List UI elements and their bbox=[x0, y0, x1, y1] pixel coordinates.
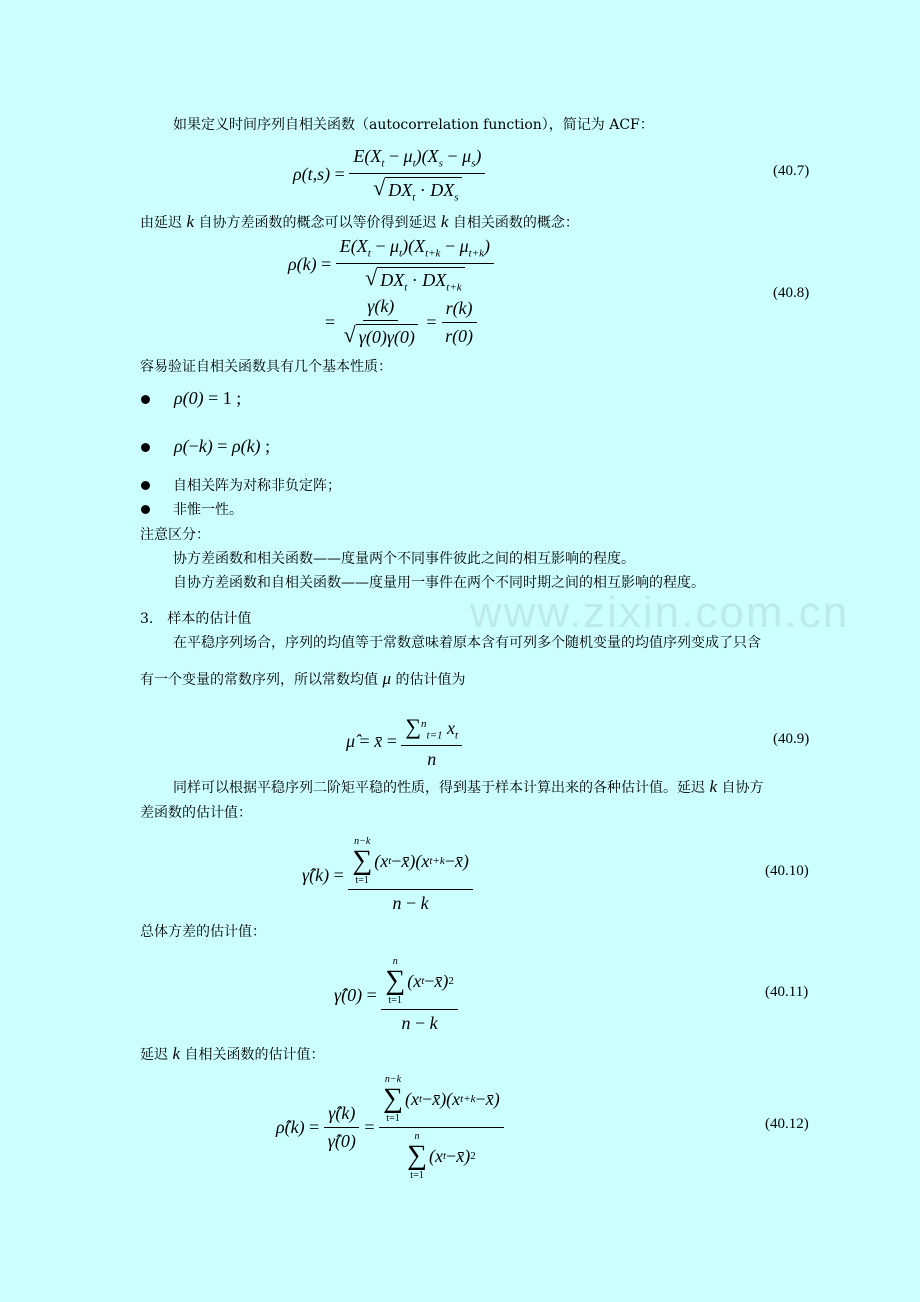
equation-number: (40.8) bbox=[773, 285, 810, 301]
equation-number: (40.11) bbox=[765, 984, 809, 1000]
lag-k-autocorrelation-text: 由延迟 k 自协方差函数的概念可以等价得到延迟 k 自相关函数的概念： bbox=[140, 212, 579, 231]
note-line-2: 自协方差函数和自相关函数——度量用一事件在两个不同时期之间的相互影响的程度。 bbox=[173, 575, 705, 591]
section-heading: 3. 样本的估计值 bbox=[140, 611, 252, 627]
equation-40-8-line1: ρ(k) = $E(X_t - \mu_t)(X_{t+k} - \mu_{t+k})$ √ $DX_t \cdot DX_{t+k}$ bbox=[288, 236, 494, 293]
properties-intro-text: 容易验证自相关函数具有几个基本性质： bbox=[140, 359, 392, 375]
bullet-icon bbox=[141, 481, 150, 490]
property-nonneg-definite: 自相关阵为对称非负定阵； bbox=[173, 478, 341, 494]
acf-definition-text: 如果定义时间序列自相关函数（autocorrelation function），简记为 ACF： bbox=[173, 117, 654, 133]
note-title: 注意区分： bbox=[140, 527, 210, 543]
equation-40-9: μ̂ = x̄ = $\frac{\sum^n_{t=1} x_t}{n}$ bbox=[346, 714, 462, 770]
equation-40-11: γ̂(0) = n ∑ t=1 (x t − x̄) 2 n − k bbox=[334, 956, 458, 1034]
equation-40-7: ρ( t , s ) = $E(X_t - \mu_t)(X_s - \mu_s)$ √ $DX_t \cdot DX_s$ bbox=[293, 146, 485, 203]
stationary-mean-text: 在平稳序列场合，序列的均值等于常数意味着原本含有可列多个随机变量的均值序列变成了只含 bbox=[173, 635, 761, 651]
bullet-icon bbox=[141, 505, 150, 514]
acf-estimate-label: 延迟 k 自相关函数的估计值： bbox=[140, 1044, 325, 1063]
mean-estimate-text: 有一个变量的常数序列，所以常数均值 μ 的估计值为 bbox=[140, 669, 466, 688]
note-line-1: 协方差函数和相关函数——度量两个不同事件彼此之间的相互影响的程度。 bbox=[173, 551, 635, 567]
equation-number: (40.7) bbox=[773, 163, 810, 179]
property-rho-zero: ρ(0) = 1 ; bbox=[174, 388, 242, 408]
equation-40-12: ρ̂(k) = $\frac{\gammâ(k)}{\gammâ(0)}$ = n−k ∑ t=1 (x t − x̄)(x t+k − x̄) n ∑ t=1 (x t − x̄) 2 bbox=[276, 1074, 504, 1181]
equation-40-10: γ̂(k) = n−k ∑ t=1 (x t − x̄)(x t+k − x̄) n − k bbox=[302, 836, 473, 914]
autocov-estimate-label: 差函数的估计值： bbox=[140, 805, 252, 821]
bullet-icon bbox=[141, 395, 150, 404]
equation-number: (40.12) bbox=[765, 1116, 809, 1132]
watermark: www.zixin.com.cn bbox=[470, 588, 850, 637]
bullet-icon bbox=[141, 443, 150, 452]
equation-number: (40.10) bbox=[765, 863, 809, 879]
equation-number: (40.9) bbox=[773, 731, 810, 747]
second-moment-text: 同样可以根据平稳序列二阶矩平稳的性质，得到基于样本计算出来的各种估计值。延迟 k 自协方 bbox=[173, 777, 764, 796]
variance-estimate-label: 总体方差的估计值： bbox=[140, 924, 266, 940]
equation-40-8-line2: = γ(k) √ γ(0)γ(0) = $\frac{r(k)}{r(0)}$ bbox=[325, 296, 477, 348]
property-symmetry: ρ( − k) = ρ(k) ; bbox=[174, 436, 271, 456]
property-non-unique: 非惟一性。 bbox=[173, 502, 243, 518]
